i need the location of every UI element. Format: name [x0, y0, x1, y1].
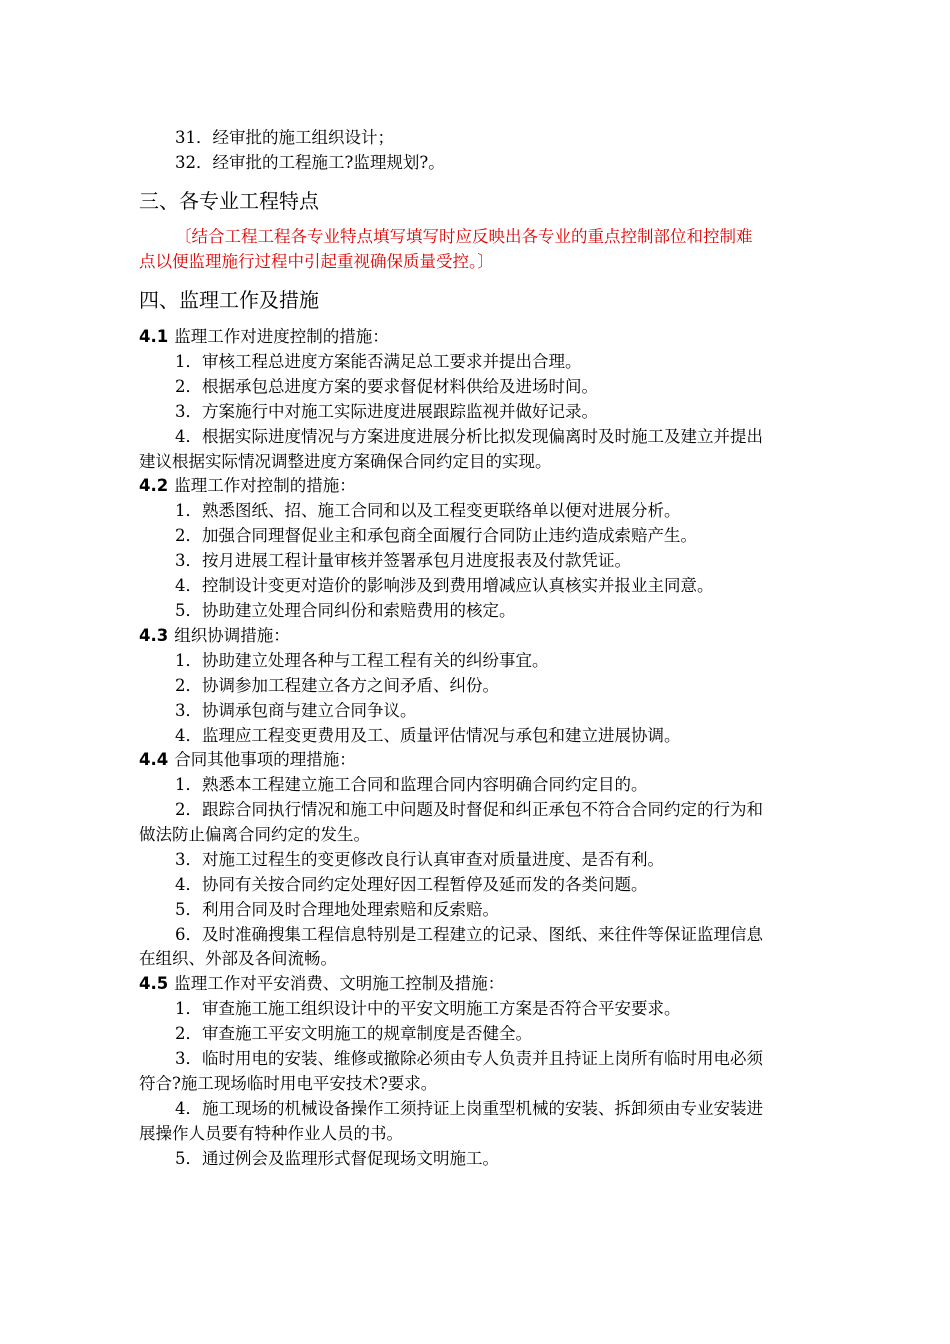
subsection-number: 4.5 — [139, 974, 169, 993]
list-item: 3．方案施行中对施工实际进度进展跟踪监视并做好记录。 — [175, 402, 598, 421]
list-item: 4．监理应工程变更费用及工、质量评估情况与承包和建立进展协调。 — [175, 726, 681, 745]
list-item: 2．加强合同理督促业主和承包商全面履行合同防止违约造成索赔产生。 — [175, 526, 697, 545]
list-item: 1．审查施工施工组织设计中的平安文明施工方案是否符合平安要求。 — [175, 999, 681, 1018]
list-item: 3．协调承包商与建立合同争议。 — [175, 701, 417, 720]
list-item-continued: 展操作人员要有特种作业人员的书。 — [139, 1124, 403, 1143]
list-item: 4．根据实际进度情况与方案进度进展分析比拟发现偏离时及时施工及建立并提出 — [175, 427, 763, 446]
subsection-heading — [139, 474, 356, 498]
list-item-continued: 在组织、外部及各间流畅。 — [139, 949, 337, 968]
list-item-continued: 符合?施工现场临时用电平安技术?要求。 — [139, 1074, 438, 1093]
subsection-heading — [139, 325, 389, 349]
list-item: 5．协助建立处理合同纠份和索赔费用的核定。 — [175, 601, 516, 620]
list-item: 1．熟悉图纸、招、施工合同和以及工程变更联络单以便对进展分析。 — [175, 501, 681, 520]
list-item: 3．对施工过程生的变更修改良行认真审查对质量进度、是否有利。 — [175, 850, 664, 869]
subsection-title: 监理工作对平安消费、文明施工控制及措施： — [174, 974, 505, 993]
section-heading: 四、监理工作及措施 — [139, 288, 319, 312]
subsection-heading — [139, 748, 356, 772]
list-item-continued: 做法防止偏离合同约定的发生。 — [139, 825, 370, 844]
list-item: 5．利用合同及时合理地处理索赔和反索赔。 — [175, 900, 499, 919]
list-item: 1．熟悉本工程建立施工合同和监理合同内容明确合同约定目的。 — [175, 775, 648, 794]
list-item: 32．经审批的工程施工?监理规划?。 — [175, 153, 445, 172]
list-item: 4．施工现场的机械设备操作工须持证上岗重型机械的安装、拆卸须由专业安装进 — [175, 1099, 763, 1118]
subsection-number: 4.1 — [139, 327, 169, 346]
subsection-number: 4.3 — [139, 626, 169, 645]
red-note-continued: 点以便监理施行过程中引起重视确保质量受控。〕 — [139, 252, 494, 271]
subsection-title: 合同其他事项的理措施： — [174, 750, 356, 769]
section-heading: 三、各专业工程特点 — [139, 189, 319, 213]
list-item: 3．按月进展工程计量审核并签署承包月进度报表及付款凭证。 — [175, 551, 631, 570]
list-item: 2．跟踪合同执行情况和施工中问题及时督促和纠正承包不符合合同约定的行为和 — [175, 800, 763, 819]
list-item: 6．及时准确搜集工程信息特别是工程建立的记录、图纸、来往件等保证监理信息 — [175, 925, 763, 944]
subsection-title: 监理工作对进度控制的措施： — [174, 327, 389, 346]
list-item: 1．审核工程总进度方案能否满足总工要求并提出合理。 — [175, 352, 582, 371]
list-item: 4．协同有关按合同约定处理好因工程暂停及延而发的各类问题。 — [175, 875, 648, 894]
subsection-number: 4.4 — [139, 750, 169, 769]
list-item: 2．审查施工平安文明施工的规章制度是否健全。 — [175, 1024, 532, 1043]
subsection-heading — [139, 972, 504, 996]
subsection-number: 4.2 — [139, 476, 169, 495]
list-item: 1．协助建立处理各种与工程工程有关的纠纷事宜。 — [175, 651, 549, 670]
list-item: 2．根据承包总进度方案的要求督促材料供给及进场时间。 — [175, 377, 598, 396]
list-item: 3．临时用电的安装、维修或撤除必须由专人负责并且持证上岗所有临时用电必须 — [175, 1049, 763, 1068]
red-note: 〔结合工程工程各专业特点填写填写时应反映出各专业的重点控制部位和控制难 — [175, 227, 753, 246]
subsection-heading — [139, 624, 290, 648]
list-item-continued: 建议根据实际情况调整进度方案确保合同约定目的实现。 — [139, 452, 552, 471]
subsection-title: 组织协调措施： — [174, 626, 290, 645]
list-item: 2．协调参加工程建立各方之间矛盾、纠份。 — [175, 676, 499, 695]
list-item: 31．经审批的施工组织设计； — [175, 128, 394, 147]
subsection-title: 监理工作对控制的措施： — [174, 476, 356, 495]
list-item: 5．通过例会及监理形式督促现场文明施工。 — [175, 1149, 499, 1168]
list-item: 4．控制设计变更对造价的影响涉及到费用增减应认真核实并报业主同意。 — [175, 576, 714, 595]
